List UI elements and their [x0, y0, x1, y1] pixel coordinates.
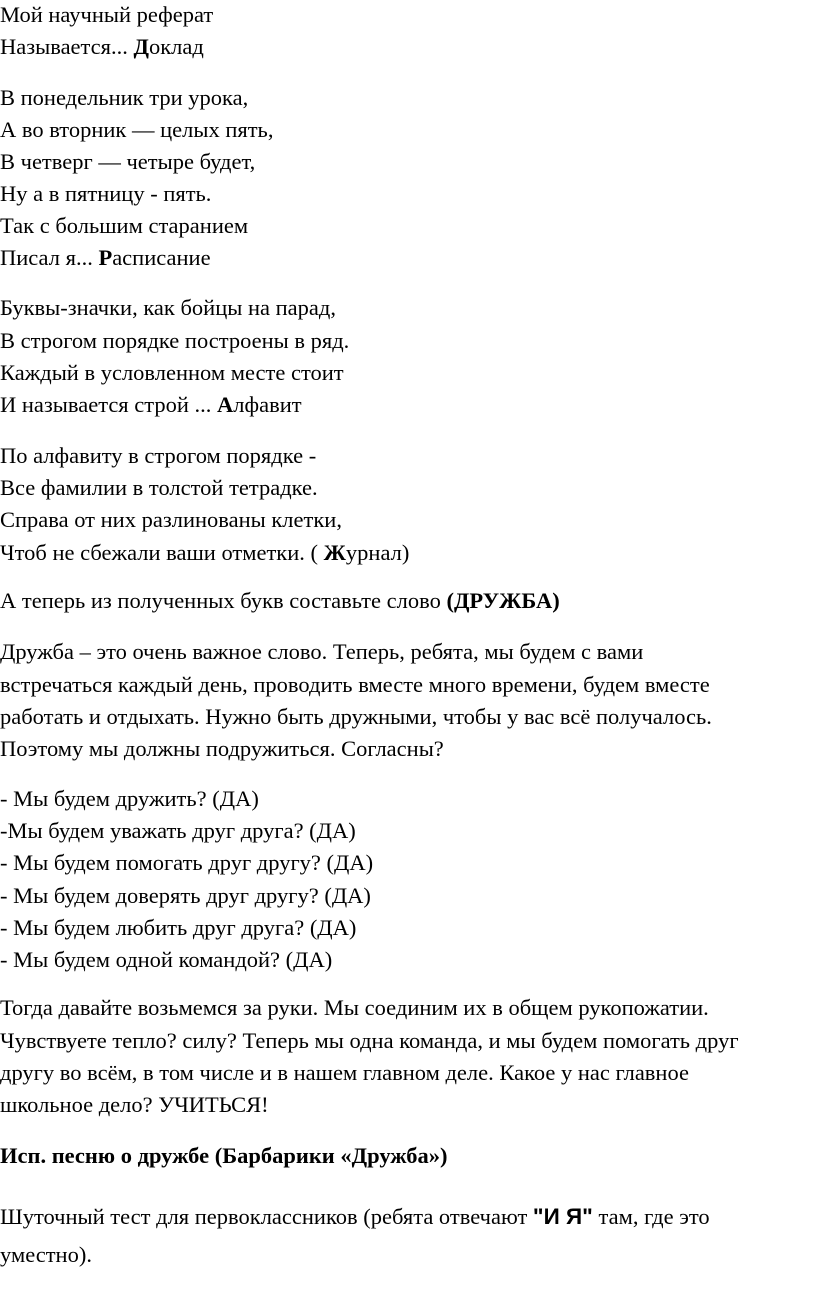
question-5: - Мы будем любить друг друга? (ДА): [0, 915, 357, 940]
test-intro-answer: "И Я": [532, 1204, 593, 1229]
riddle-2-line-4: Ну а в пятницу - пять.: [0, 181, 212, 206]
test-intro-line-2: уместно).: [0, 1242, 92, 1267]
test-intro-line-1: [0, 1202, 710, 1232]
song-instruction: Исп. песню о дружбе (Барбарики «Дружба»): [0, 1143, 448, 1168]
riddle-prefix: И называется строй ...: [0, 392, 218, 417]
compose-word-line: [0, 586, 560, 616]
answer-rest: лфавит: [233, 392, 302, 417]
riddle-3-line-3: Каждый в условленном месте стоит: [0, 360, 344, 385]
riddle-prefix: Чтоб не сбежали ваши отметки. (: [0, 540, 324, 565]
question-4: - Мы будем доверять друг другу? (ДА): [0, 883, 371, 908]
answer-rest: оклад: [148, 34, 204, 59]
riddle-4-line-2: Все фамилии в толстой тетрадке.: [0, 475, 318, 500]
answer-first-letter: Р: [98, 245, 113, 270]
hands-paragraph-line-2: Чувствуете тепло? силу? Теперь мы одна команда, и мы будем помогать друг: [0, 1028, 739, 1053]
compose-prefix: А теперь из полученных букв составьте слово: [0, 588, 447, 613]
riddle-prefix: Писал я...: [0, 245, 99, 270]
riddle-3-line-1: Буквы-значки, как бойцы на парад,: [0, 295, 336, 320]
friendship-paragraph-line-1: Дружба – это очень важное слово. Теперь, ребята, мы будем с вами: [0, 639, 644, 664]
riddle-4-line-1: По алфавиту в строгом порядке -: [0, 443, 317, 468]
question-6: - Мы будем одной командой? (ДА): [0, 947, 333, 972]
riddle-2-line-1: В понедельник три урока,: [0, 85, 249, 110]
riddle-4-line-3: Справа от них разлинованы клетки,: [0, 507, 342, 532]
hands-paragraph-line-4: школьное дело? УЧИТЬСЯ!: [0, 1092, 269, 1117]
test-intro-suffix: там, где это: [592, 1204, 710, 1229]
hands-paragraph-line-1: Тогда давайте возьмемся за руки. Мы соединим их в общем рукопожатии.: [0, 995, 709, 1020]
riddle-prefix: Называется...: [0, 34, 134, 59]
friendship-paragraph-line-3: работать и отдыхать. Нужно быть дружными, чтобы у вас всё получалось.: [0, 704, 712, 729]
riddle-2-line-3: В четверг — четыре будет,: [0, 149, 256, 174]
question-2: -Мы будем уважать друг друга? (ДА): [0, 818, 356, 843]
answer-rest: урнал): [345, 540, 410, 565]
answer-rest: асписание: [112, 245, 211, 270]
answer-first-letter: Ж: [323, 540, 346, 565]
friendship-paragraph-line-2: встречаться каждый день, проводить вместе много времени, будем вместе: [0, 672, 710, 697]
riddle-2-line-2: А во вторник — целых пять,: [0, 117, 274, 142]
question-3: - Мы будем помогать друг другу? (ДА): [0, 850, 374, 875]
riddle-3-answer-line: [0, 390, 302, 420]
answer-first-letter: Д: [133, 34, 149, 59]
compose-word: (ДРУЖБА): [446, 588, 560, 613]
riddle-3-line-2: В строгом порядке построены в ряд.: [0, 328, 350, 353]
question-1: - Мы будем дружить? (ДА): [0, 786, 259, 811]
riddle-1-line-1: Мой научный реферат: [0, 2, 214, 27]
riddle-4-answer-line: [0, 538, 409, 568]
riddle-1-answer-line: [0, 32, 204, 62]
riddle-2-line-5: Так с большим старанием: [0, 213, 249, 238]
test-intro-prefix: Шуточный тест для первоклассников (ребята отвечают: [0, 1204, 533, 1229]
answer-first-letter: А: [217, 392, 234, 417]
friendship-paragraph-line-4: Поэтому мы должны подружиться. Согласны?: [0, 736, 444, 761]
hands-paragraph-line-3: другу во всём, в том числе и в нашем главном деле. Какое у нас главное: [0, 1060, 689, 1085]
riddle-2-answer-line: [0, 243, 211, 273]
